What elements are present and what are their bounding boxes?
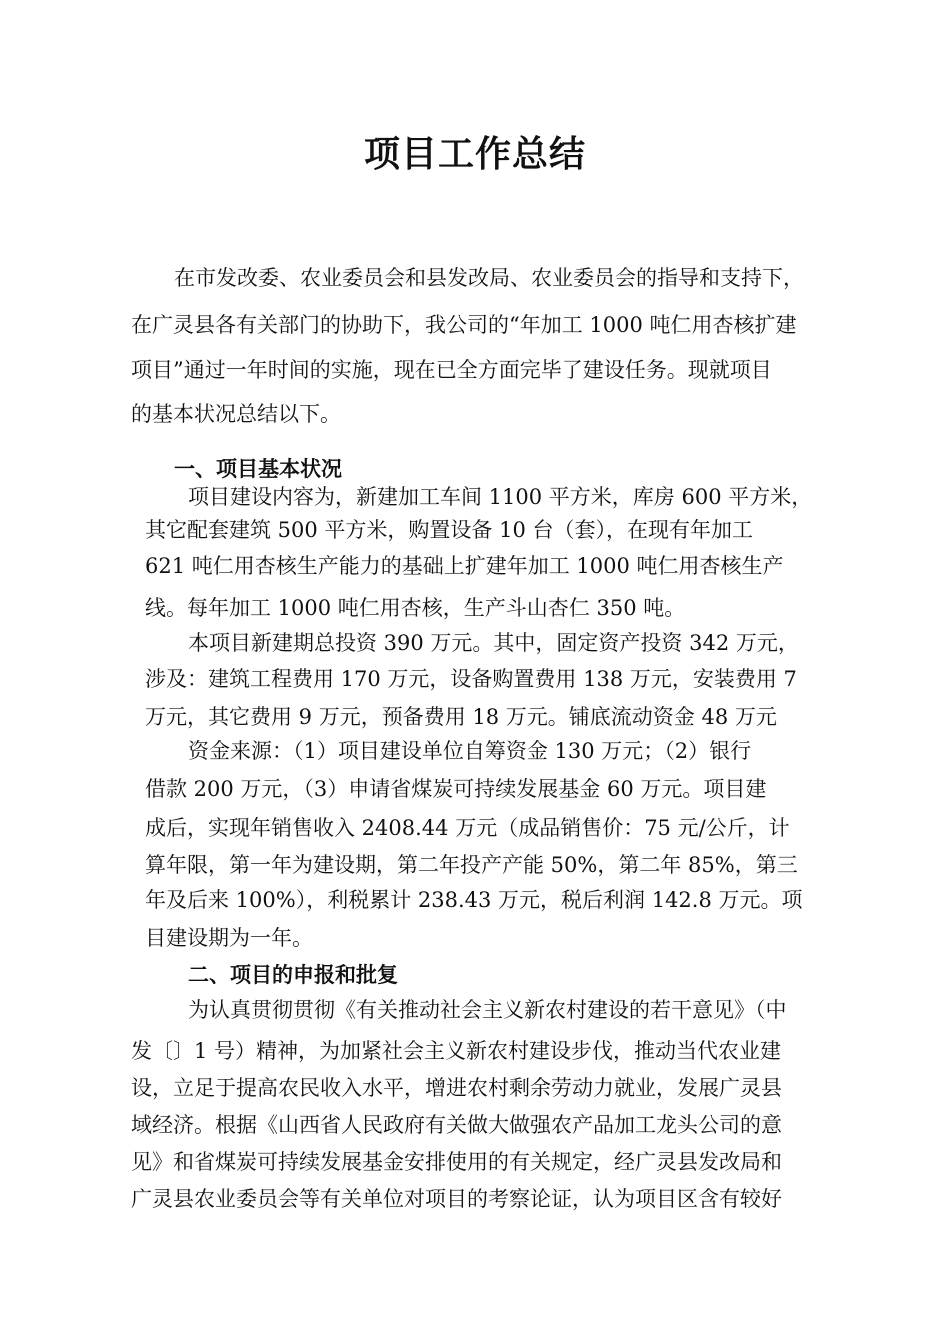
section2-line: 广灵县农业委员会等有关单位对项目的考察论证，认为项目区含有较好 [131, 1187, 782, 1211]
intro-line: 项目”通过一年时间的实施，现在已全方面完毕了建设任务。现就项目 [131, 358, 772, 382]
section2-line: 为认真贯彻贯彻《有关推动社会主义新农村建设的若干意见》（中 [188, 998, 787, 1022]
section1-line: 涉及：建筑工程费用 170 万元，设备购置费用 138 万元，安装费用 7 [145, 667, 797, 691]
section2-line: 域经济。根据《山西省人民政府有关做大做强农产品加工龙头公司的意 [131, 1113, 782, 1137]
section2-line: 见》和省煤炭可持续发展基金安排使用的有关规定，经广灵县发改局和 [131, 1150, 782, 1174]
section1-line: 621 吨仁用杏核生产能力的基础上扩建年加工 1000 吨仁用杏核生产 [145, 554, 784, 578]
section1-line: 其它配套建筑 500 平方米，购置设备 10 台（套），在现有年加工 [145, 518, 754, 542]
section1-line: 万元，其它费用 9 万元，预备费用 18 万元。铺底流动资金 48 万元 [145, 705, 777, 729]
section1-line: 目建设期为一年。 [145, 926, 313, 950]
section2-line: 发〔〕1 号）精神，为加紧社会主义新农村建设步伐，推动当代农业建 [131, 1039, 782, 1063]
intro-line: 在广灵县各有关部门的协助下，我公司的“年加工 1000 吨仁用杏核扩建 [131, 313, 797, 337]
section1-line: 算年限，第一年为建设期，第二年投产产能 50%，第二年 85%，第三 [145, 853, 798, 877]
page-title: 项目工作总结 [363, 134, 586, 175]
section-heading-basic-status: 一、项目基本状况 [174, 457, 342, 481]
section1-line: 本项目新建期总投资 390 万元。其中，固定资产投资 342 万元， [188, 631, 799, 655]
section1-line: 资金来源：（1）项目建设单位自筹资金 130 万元；（2）银行 [188, 739, 752, 763]
section2-line: 设，立足于提高农民收入水平，增进农村剩余劳动力就业，发展广灵县 [131, 1076, 782, 1100]
intro-line: 在市发改委、农业委员会和县发改局、农业委员会的指导和支持下， [174, 266, 804, 290]
section1-line: 项目建设内容为，新建加工车间 1100 平方米，库房 600 平方米， [188, 485, 813, 509]
section1-line: 成后，实现年销售收入 2408.44 万元（成品销售价：75 元/公斤，计 [145, 816, 790, 840]
section1-line: 年及后来 100%），利税累计 238.43 万元，税后利润 142.8 万元。项 [145, 888, 803, 912]
section1-line: 借款 200 万元，（3）申请省煤炭可持续发展基金 60 万元。项目建 [145, 777, 767, 801]
section-heading-application: 二、项目的申报和批复 [188, 963, 398, 987]
section1-line: 线。每年加工 1000 吨仁用杏核，生产斗山杏仁 350 吨。 [145, 596, 686, 620]
intro-line: 的基本状况总结以下。 [131, 402, 341, 426]
